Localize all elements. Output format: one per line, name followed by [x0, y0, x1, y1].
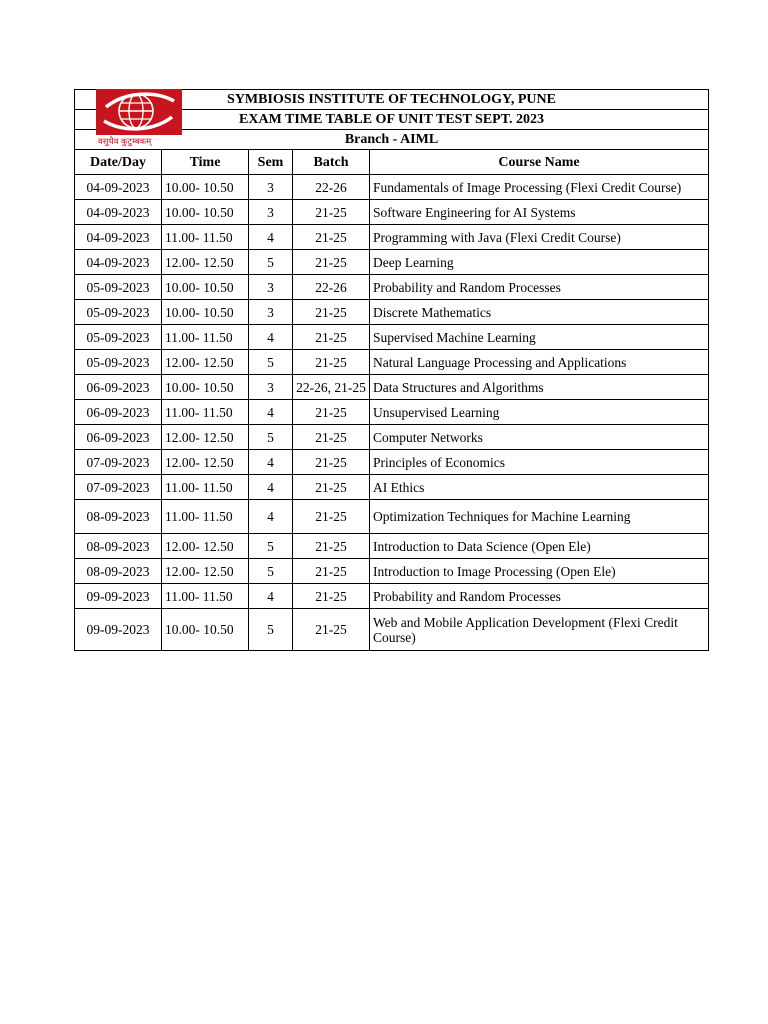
- course-name-cell: Web and Mobile Application Development (Flexi Credit Course): [370, 609, 709, 651]
- batch-cell: 22-26: [293, 175, 370, 200]
- logo-motto: वसुधैव कुटुम्बकम्: [98, 137, 152, 147]
- time-cell: 11.00- 11.50: [162, 584, 249, 609]
- table-row: [75, 534, 709, 559]
- table-row: [75, 375, 709, 400]
- table-row: [75, 500, 709, 534]
- exam-title: EXAM TIME TABLE OF UNIT TEST SEPT. 2023: [75, 110, 709, 130]
- sem-cell: 3: [249, 300, 293, 325]
- sem-cell: 5: [249, 559, 293, 584]
- date-cell: 05-09-2023: [75, 300, 162, 325]
- time-cell: 10.00- 10.50: [162, 300, 249, 325]
- date-cell: 04-09-2023: [75, 225, 162, 250]
- table-row: [75, 450, 709, 475]
- course-name-cell: Probability and Random Processes: [370, 275, 709, 300]
- sem-cell: 4: [249, 500, 293, 534]
- table-row: [75, 400, 709, 425]
- batch-cell: 21-25: [293, 500, 370, 534]
- sem-cell: 4: [249, 325, 293, 350]
- sem-cell: 5: [249, 609, 293, 651]
- table-row: [75, 175, 709, 200]
- sem-cell: 3: [249, 175, 293, 200]
- sem-cell: 4: [249, 584, 293, 609]
- date-cell: 07-09-2023: [75, 450, 162, 475]
- course-name-cell: Natural Language Processing and Applications: [370, 350, 709, 375]
- col-header-course: Course Name: [370, 150, 709, 175]
- time-cell: 11.00- 11.50: [162, 500, 249, 534]
- sem-cell: 3: [249, 200, 293, 225]
- sem-cell: 3: [249, 375, 293, 400]
- sem-cell: 4: [249, 225, 293, 250]
- sem-cell: 5: [249, 534, 293, 559]
- date-cell: 04-09-2023: [75, 175, 162, 200]
- sem-cell: 4: [249, 475, 293, 500]
- column-header-row: [75, 150, 709, 175]
- table-row: [75, 584, 709, 609]
- table-row: [75, 325, 709, 350]
- timetable-body: [75, 175, 709, 651]
- batch-cell: 21-25: [293, 225, 370, 250]
- sem-cell: 4: [249, 450, 293, 475]
- time-cell: 12.00- 12.50: [162, 350, 249, 375]
- course-name-cell: Computer Networks: [370, 425, 709, 450]
- time-cell: 12.00- 12.50: [162, 250, 249, 275]
- batch-cell: 22-26: [293, 275, 370, 300]
- table-row: [75, 559, 709, 584]
- course-name-cell: Unsupervised Learning: [370, 400, 709, 425]
- col-header-date: Date/Day: [75, 150, 162, 175]
- time-cell: 12.00- 12.50: [162, 425, 249, 450]
- sem-cell: 5: [249, 425, 293, 450]
- batch-cell: 21-25: [293, 325, 370, 350]
- date-cell: 09-09-2023: [75, 609, 162, 651]
- table-row: [75, 275, 709, 300]
- col-header-batch: Batch: [293, 150, 370, 175]
- batch-cell: 21-25: [293, 534, 370, 559]
- table-row: [75, 350, 709, 375]
- sem-cell: 3: [249, 275, 293, 300]
- date-cell: 05-09-2023: [75, 275, 162, 300]
- batch-cell: 21-25: [293, 609, 370, 651]
- date-cell: 09-09-2023: [75, 584, 162, 609]
- table-row: [75, 225, 709, 250]
- batch-cell: 21-25: [293, 300, 370, 325]
- course-name-cell: Fundamentals of Image Processing (Flexi Credit Course): [370, 175, 709, 200]
- batch-cell: 21-25: [293, 400, 370, 425]
- batch-cell: 21-25: [293, 200, 370, 225]
- table-row: [75, 250, 709, 275]
- time-cell: 11.00- 11.50: [162, 475, 249, 500]
- table-row: [75, 609, 709, 651]
- sem-cell: 5: [249, 250, 293, 275]
- table-row: [75, 475, 709, 500]
- sem-cell: 4: [249, 400, 293, 425]
- date-cell: 08-09-2023: [75, 534, 162, 559]
- date-cell: 05-09-2023: [75, 350, 162, 375]
- date-cell: 04-09-2023: [75, 200, 162, 225]
- time-cell: 11.00- 11.50: [162, 325, 249, 350]
- branch-label: Branch - AIML: [75, 130, 709, 150]
- col-header-time: Time: [162, 150, 249, 175]
- date-cell: 04-09-2023: [75, 250, 162, 275]
- date-cell: 08-09-2023: [75, 500, 162, 534]
- time-cell: 10.00- 10.50: [162, 200, 249, 225]
- symbiosis-logo: [96, 89, 182, 147]
- batch-cell: 21-25: [293, 425, 370, 450]
- time-cell: 11.00- 11.50: [162, 400, 249, 425]
- course-name-cell: Software Engineering for AI Systems: [370, 200, 709, 225]
- col-header-sem: Sem: [249, 150, 293, 175]
- date-cell: 06-09-2023: [75, 400, 162, 425]
- exam-timetable: [74, 89, 709, 651]
- table-row: [75, 200, 709, 225]
- course-name-cell: Introduction to Data Science (Open Ele): [370, 534, 709, 559]
- sem-cell: 5: [249, 350, 293, 375]
- course-name-cell: Supervised Machine Learning: [370, 325, 709, 350]
- course-name-cell: Programming with Java (Flexi Credit Course): [370, 225, 709, 250]
- date-cell: 08-09-2023: [75, 559, 162, 584]
- time-cell: 12.00- 12.50: [162, 559, 249, 584]
- batch-cell: 21-25: [293, 559, 370, 584]
- time-cell: 10.00- 10.50: [162, 275, 249, 300]
- course-name-cell: Discrete Mathematics: [370, 300, 709, 325]
- time-cell: 10.00- 10.50: [162, 375, 249, 400]
- time-cell: 10.00- 10.50: [162, 175, 249, 200]
- institute-title: SYMBIOSIS INSTITUTE OF TECHNOLOGY, PUNE: [75, 90, 709, 110]
- course-name-cell: Optimization Techniques for Machine Learning: [370, 500, 709, 534]
- batch-cell: 21-25: [293, 584, 370, 609]
- date-cell: 06-09-2023: [75, 375, 162, 400]
- batch-cell: 21-25: [293, 250, 370, 275]
- time-cell: 10.00- 10.50: [162, 609, 249, 651]
- date-cell: 07-09-2023: [75, 475, 162, 500]
- course-name-cell: Data Structures and Algorithms: [370, 375, 709, 400]
- batch-cell: 21-25: [293, 475, 370, 500]
- time-cell: 11.00- 11.50: [162, 225, 249, 250]
- table-row: [75, 300, 709, 325]
- batch-cell: 22-26, 21-25: [293, 375, 370, 400]
- course-name-cell: AI Ethics: [370, 475, 709, 500]
- date-cell: 06-09-2023: [75, 425, 162, 450]
- batch-cell: 21-25: [293, 350, 370, 375]
- course-name-cell: Deep Learning: [370, 250, 709, 275]
- time-cell: 12.00- 12.50: [162, 450, 249, 475]
- table-row: [75, 425, 709, 450]
- batch-cell: 21-25: [293, 450, 370, 475]
- time-cell: 12.00- 12.50: [162, 534, 249, 559]
- course-name-cell: Principles of Economics: [370, 450, 709, 475]
- course-name-cell: Probability and Random Processes: [370, 584, 709, 609]
- date-cell: 05-09-2023: [75, 325, 162, 350]
- course-name-cell: Introduction to Image Processing (Open Ele): [370, 559, 709, 584]
